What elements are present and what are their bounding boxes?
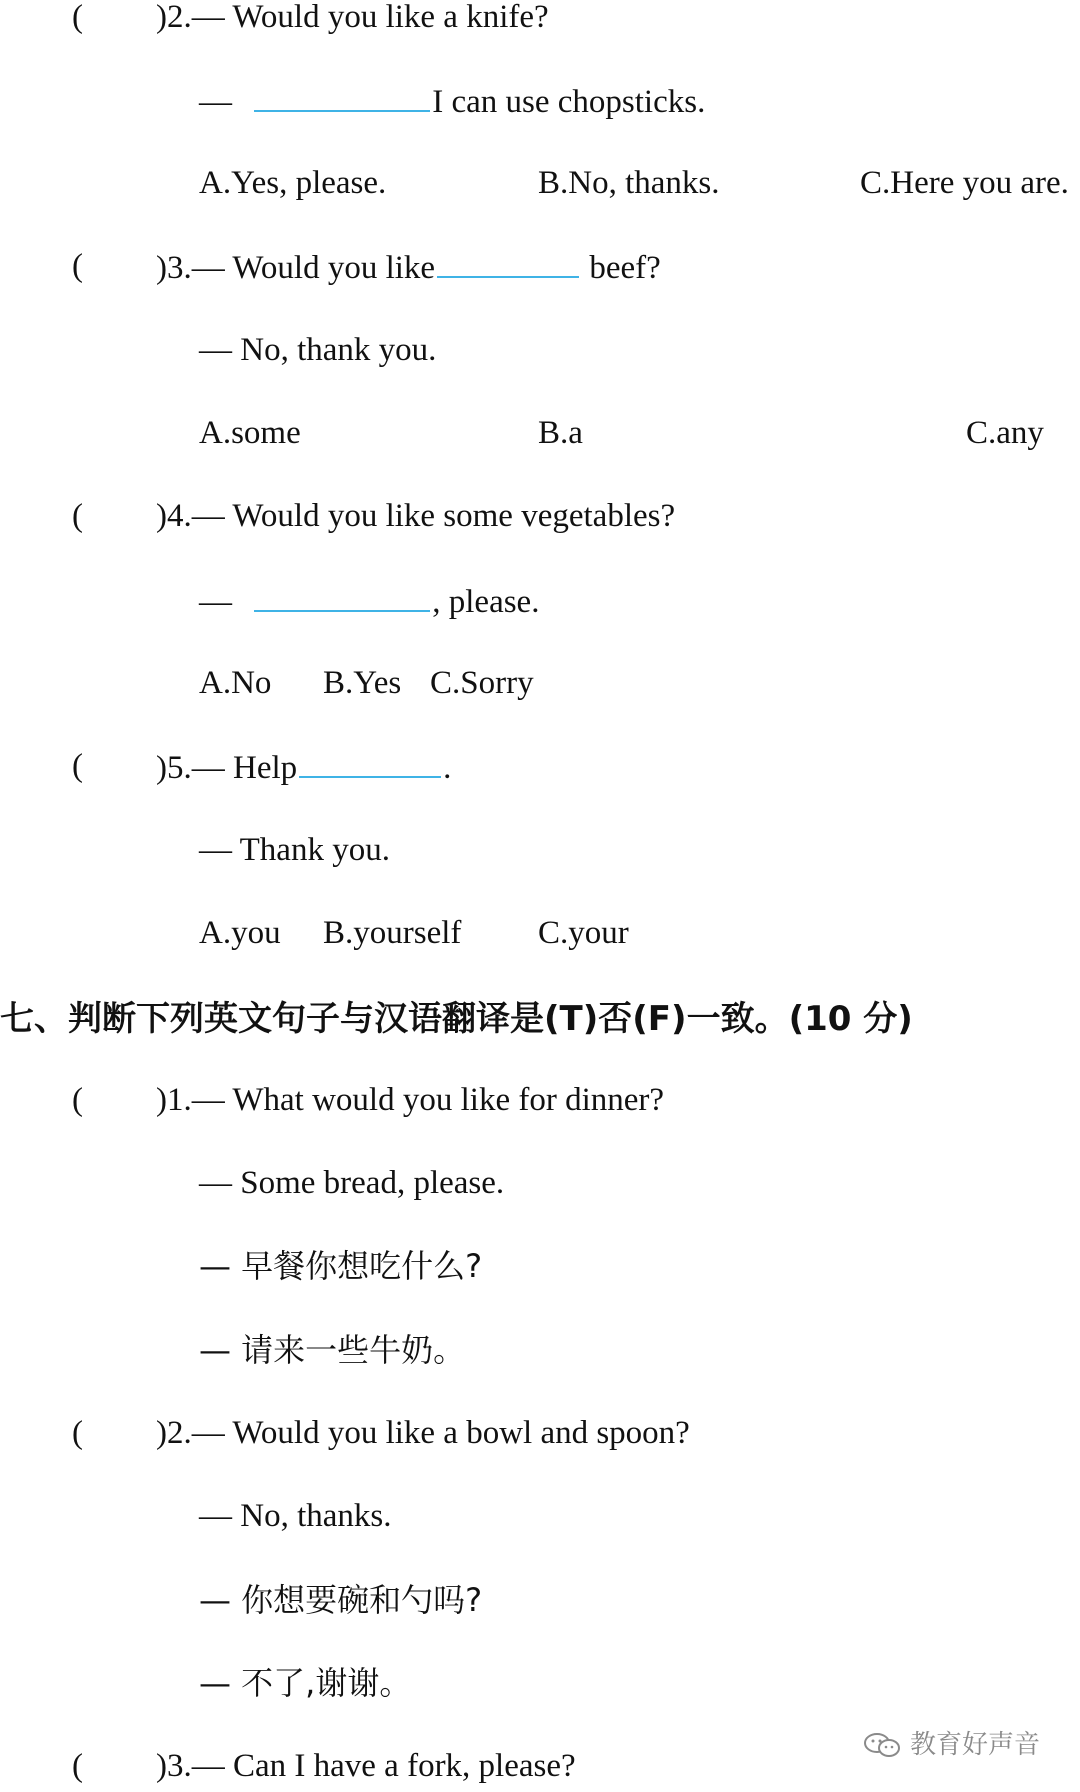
dash: — [199,84,232,120]
question-stem: )2.— Would you like a bowl and spoon? [156,1415,690,1451]
option-a: A.you [199,915,281,951]
stem-text: )5.— Help [156,750,298,786]
wechat-icon [862,1730,902,1760]
answer-paren-open: ( [72,1748,83,1784]
stem-text: )3.— Would you like [156,250,436,286]
fill-blank[interactable] [299,746,441,778]
option-a: A.Yes, please. [199,165,387,201]
answer-paren-open: ( [72,248,83,284]
option-b: B.a [538,415,583,451]
translation-question: — 你想要碗和勺吗? [199,1581,483,1619]
answer-line: — No, thanks. [199,1498,392,1534]
option-c: C.Here you are. [860,165,1069,201]
answer-line: — Some bread, please. [199,1165,505,1201]
option-c: C.Sorry [430,665,534,701]
answer-line: — No, thank you. [199,332,437,368]
section-heading: 七、判断下列英文句子与汉语翻译是(T)否(F)一致。(10 分) [0,999,913,1039]
translation-answer: — 请来一些牛奶。 [199,1331,466,1369]
answer-paren-open: ( [72,1082,83,1118]
option-a: A.No [199,665,272,701]
question-stem [156,746,451,788]
stem-text: beef? [581,250,661,286]
fill-blank[interactable] [437,246,579,278]
question-stem [156,246,661,288]
answer-paren-open: ( [72,0,83,35]
answer-paren-open: ( [72,748,83,784]
option-a: A.some [199,415,301,451]
question-stem: )1.— What would you like for dinner? [156,1082,665,1118]
fill-blank[interactable] [254,580,430,612]
fill-blank[interactable] [254,80,430,112]
question-stem: )2.— Would you like a knife? [156,0,549,35]
translation-question: — 早餐你想吃什么? [199,1247,483,1285]
dash: — [199,584,232,620]
answer-paren-open: ( [72,498,83,534]
question-stem: )4.— Would you like some vegetables? [156,498,676,534]
answer-line [199,580,539,622]
option-b: B.No, thanks. [538,165,720,201]
answer-text: I can use chopsticks. [432,84,706,120]
answer-line [199,80,705,122]
answer-line: — Thank you. [199,832,390,868]
answer-paren-open: ( [72,1415,83,1451]
option-b: B.yourself [323,915,462,951]
question-stem: )3.— Can I have a fork, please? [156,1748,576,1784]
watermark-text: 教育好声音 [910,1730,1041,1760]
option-c: C.any [966,415,1044,451]
answer-text: , please. [432,584,540,620]
translation-answer: — 不了,谢谢。 [199,1664,412,1702]
option-b: B.Yes [323,665,402,701]
option-c: C.your [538,915,629,951]
stem-text: . [443,750,452,786]
